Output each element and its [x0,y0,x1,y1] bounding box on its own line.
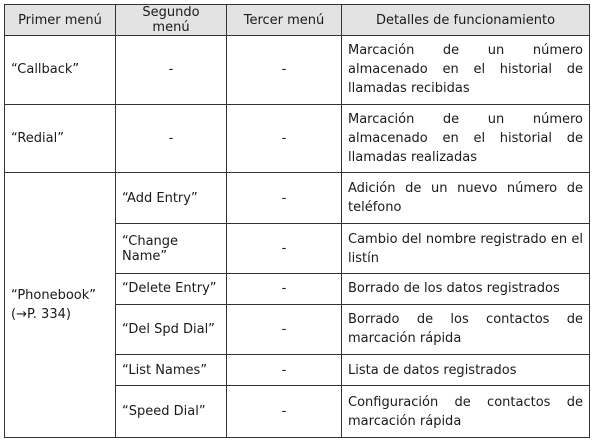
cell-third-list-names: - [227,355,342,386]
cell-third-add-entry: - [227,173,342,224]
cell-third-speed-dial: - [227,386,342,438]
cell-third-del-spd-dial: - [227,304,342,355]
cell-details-delete-entry: Borrado de los datos registrados [342,274,590,304]
cell-details-speed-dial: Configuración de contactos de marcación rápida [342,386,590,438]
cell-details-list-names: Lista de datos registrados [342,355,590,386]
cell-third-redial: - [227,104,342,173]
table-row-add-entry [5,173,590,224]
cell-details-redial: Marcación de un número almacenado en el historial de llamadas realizadas [342,104,590,173]
cell-details-change-name: Cambio del nombre registrado en el listín [342,223,590,274]
cell-second-list-names: “List Names” [116,355,227,386]
cell-second-add-entry: “Add Entry” [116,173,227,224]
cell-second-redial: - [116,104,227,173]
cell-second-delete-entry: “Delete Entry” [116,274,227,304]
cell-details-callback: Marcación de un número almacenado en el historial de llamadas recibidas [342,36,590,105]
cell-second-callback: - [116,36,227,105]
cell-second-change-name: “Change Name” [116,223,227,274]
cell-first-callback: “Callback” [5,36,116,105]
cell-details-add-entry: Adición de un nuevo número de teléfono [342,173,590,224]
cell-first-phonebook [5,173,116,438]
cell-third-delete-entry: - [227,274,342,304]
table-row-callback [5,36,590,105]
phonebook-page-ref: (→P. 334) [11,307,71,323]
table-header-row [5,5,590,36]
cell-second-del-spd-dial: “Del Spd Dial” [116,304,227,355]
header-primer-menu: Primer menú [5,5,116,36]
header-segundo-menu: Segundo menú [116,5,227,36]
cell-first-redial: “Redial” [5,104,116,173]
header-detalles: Detalles de funcionamiento [342,5,590,36]
cell-third-change-name: - [227,223,342,274]
table-row-redial [5,104,590,173]
header-tercer-menu: Tercer menú [227,5,342,36]
phonebook-label: “Phonebook” [11,288,97,304]
cell-second-speed-dial: “Speed Dial” [116,386,227,438]
cell-details-del-spd-dial: Borrado de los contactos de marcación rápida [342,304,590,355]
phone-menu-table [4,4,590,438]
cell-third-callback: - [227,36,342,105]
